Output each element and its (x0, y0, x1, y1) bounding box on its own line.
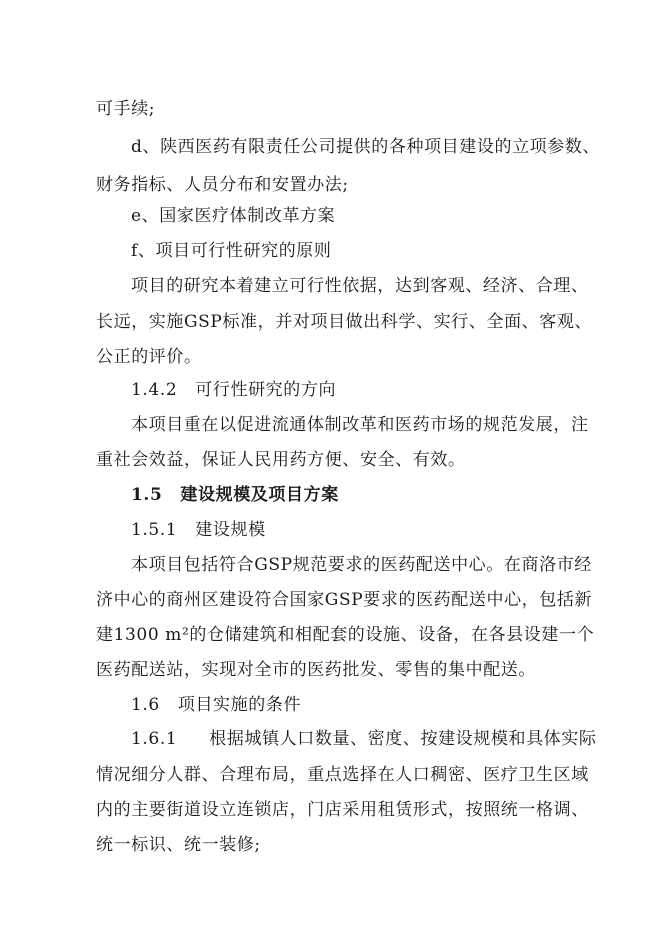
heading-number: 1.4.2 (131, 380, 178, 400)
text-line: 情况细分人群、合理布局，重点选择在人口稠密、医疗卫生区域 (96, 765, 589, 785)
section-heading-1-6-1 (131, 722, 651, 756)
text-line: 统一标识、统一装修; (96, 835, 261, 855)
heading-text: 根据城镇人口数量、密度、按建设规模和具体实际 (209, 729, 597, 749)
text-line: 济中心的商州区建设符合国家GSP要求的医药配送中心，包括新 (96, 590, 593, 610)
heading-number: 1.6.1 (131, 729, 178, 749)
text-line: 可手续; (96, 99, 156, 119)
text-line: 建1300 m²的仓储建筑和相配套的设施、设备，在各县设建一个 (96, 625, 595, 645)
text-line: 财务指标、人员分布和安置办法; (96, 175, 349, 195)
text-line: 医药配送站，实现对全市的医药批发、零售的集中配送。 (96, 660, 536, 680)
section-heading-1-6 (131, 688, 651, 722)
heading-text: 建设规模及项目方案 (180, 485, 339, 505)
text-line: 重社会效益，保证人民用药方便、安全、有效。 (96, 450, 466, 470)
list-item: e、国家医疗体制改革方案 (131, 206, 336, 226)
section-heading-1-4-2 (131, 373, 651, 407)
heading-number: 1.5.1 (131, 520, 178, 540)
heading-number: 1.6 (131, 695, 160, 715)
text-line: 本项目重在以促进流通体制改革和医药市场的规范发展，注 (131, 415, 589, 435)
section-heading-1-5 (131, 478, 651, 512)
heading-number: 1.5 (131, 485, 163, 505)
text-line: 项目的研究本着建立可行性依据，达到客观、经济、合理、 (131, 276, 589, 296)
text-line: 公正的评价。 (96, 347, 202, 367)
heading-text: 可行性研究的方向 (195, 380, 337, 400)
heading-text: 建设规模 (195, 520, 266, 540)
text-line: 长远，实施GSP标准，并对项目做出科学、实行、全面、客观、 (96, 312, 593, 332)
text-line: d、陕西医药有限责任公司提供的各种项目建设的立项参数、 (131, 137, 601, 157)
list-item: f、项目可行性研究的原则 (131, 241, 332, 261)
heading-text: 项目实施的条件 (177, 695, 302, 715)
text-line: 内的主要街道设立连锁店，门店采用租赁形式，按照统一格调、 (96, 800, 589, 820)
section-heading-1-5-1 (131, 513, 651, 547)
text-line: 本项目包括符合GSP规范要求的医药配送中心。在商洛市经 (131, 555, 592, 575)
